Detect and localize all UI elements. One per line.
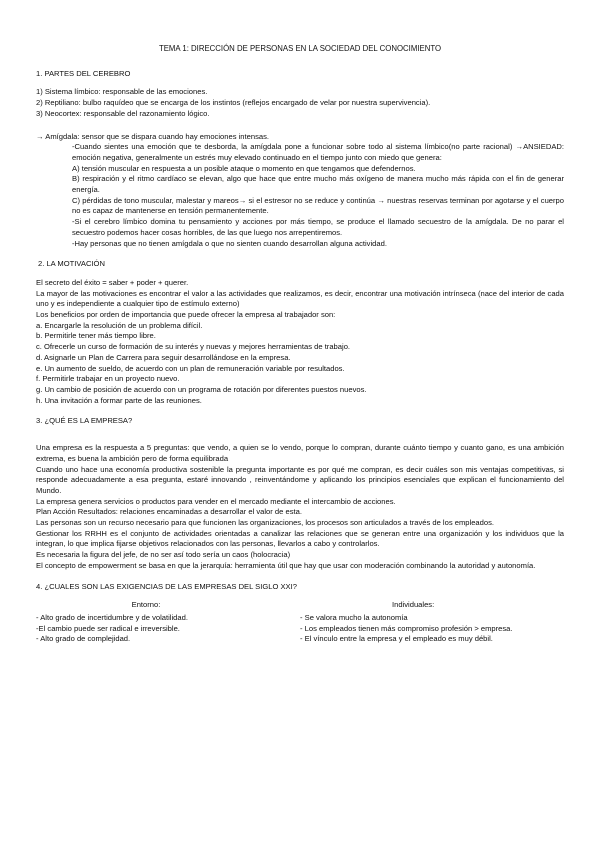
company-paragraph: La empresa genera servicios o productos para vender en el mercado mediante el intercambio de acciones. bbox=[36, 496, 396, 506]
amigdala-sub-4: C) pérdidas de tono muscular, malestar y mareos→ si el estresor no se reduce y continúa → nuestras reservas terminan por agotarse y el cuerpo no es capaz de mantenerse en tensión permanentemente. bbox=[72, 195, 564, 216]
document-title: TEMA 1: DIRECCIÓN DE PERSONAS EN LA SOCIEDAD DEL CONOCIMIENTO bbox=[158, 44, 442, 53]
company-paragraph: Plan Acción Resultados: relaciones encaminadas a desarrollar el valor de esta. bbox=[36, 507, 302, 517]
benefit-item: a. Encargarle la resolución de un problema difícil. bbox=[36, 320, 203, 330]
section-3-heading: 3. ¿QUÉ ES LA EMPRESA? bbox=[36, 416, 133, 426]
individual-item: - Los empleados tienen más compromiso profesión > empresa. bbox=[300, 623, 513, 633]
motivation-formula: El secreto del éxito = saber + poder + querer. bbox=[36, 277, 189, 287]
brain-part-2: 2) Reptiliano: bulbo raquídeo que se encarga de los instintos (reflejos encargado de velar por nuestra supervivencia). bbox=[36, 98, 431, 108]
brain-part-3: 3) Neocortex: responsable del razonamiento lógico. bbox=[36, 108, 210, 118]
benefit-item: h. Una invitación a formar parte de las reuniones. bbox=[36, 395, 202, 405]
individual-column bbox=[300, 600, 564, 645]
amigdala-sub-1: -Cuando sientes una emoción que te desborda, la amígdala pone a funcionar sobre todo al sistema límbico(no parte racional) →ANSIEDAD: emoción negativa, generalmente un estrés muy elevado continuado en el tiempo junto con miedo que genera: bbox=[72, 142, 564, 162]
company-paragraph: Las personas son un recurso necesario para que funcionen las organizaciones, los procesos son articulados a través de los empleados. bbox=[36, 518, 495, 528]
environment-column bbox=[36, 600, 300, 645]
benefit-item: e. Un aumento de sueldo, de acuerdo con un plan de remuneración variable por resultados. bbox=[36, 363, 345, 373]
company-paragraph: Es necesaria la figura del jefe, de no ser así todo sería un caos (holocracia) bbox=[36, 550, 291, 560]
company-paragraph: Una empresa es la respuesta a 5 preguntas: que vendo, a quien se lo vendo, porque lo compran, durante cuánto tiempo y cuanto gano, es una ambición extrema, es buena la ambición pero de forma equilibrada bbox=[36, 443, 564, 463]
benefit-item: b. Permitirle tener más tiempo libre. bbox=[36, 331, 156, 341]
environment-heading: Entorno: bbox=[131, 600, 161, 610]
motivation-paragraph: La mayor de las motivaciones es encontrar el valor a las actividades que realizamos, es decir, encontrar una motivación intrínseca (nace del interior de cada uno y es independiente a cualquier tipo de estímulo externo) bbox=[36, 288, 564, 309]
environment-item: - Alto grado de complejidad. bbox=[36, 634, 131, 644]
benefit-item: g. Un cambio de posición de acuerdo con un programa de rotación por diferentes puestos nuevos. bbox=[36, 384, 367, 394]
requirements-columns bbox=[36, 600, 564, 645]
environment-item: -El cambio puede ser radical e irreversible. bbox=[36, 623, 180, 633]
amigdala-sub-5: -Si el cerebro límbico domina tu pensamiento y acciones por más tiempo, se produce el llamado secuestro de la amígdala. De no parar el secuestro podemos hacer cosas horribles, de las que luego nos arrepentiremos. bbox=[72, 217, 564, 237]
benefit-item: c. Ofrecerle un curso de formación de su interés y nuevas y mejores herramientas de trabajo. bbox=[36, 342, 351, 352]
individual-item: - Se valora mucho la autonomía bbox=[300, 612, 408, 622]
section-2-heading: 2. LA MOTIVACIÓN bbox=[38, 259, 105, 269]
individual-heading: Individuales: bbox=[392, 600, 435, 610]
section-1-heading: 1. PARTES DEL CEREBRO bbox=[36, 68, 131, 78]
company-paragraph: El concepto de empowerment se basa en que la jerarquía: herramienta útil que hay que usar con moderación combinando la autoridad y autonomía. bbox=[36, 560, 536, 570]
amigdala-sub-6: -Hay personas que no tienen amígdala o que no sienten cuando desarrollan alguna actividad. bbox=[72, 238, 387, 248]
amigdala-sub-3: B) respiración y el ritmo cardíaco se elevan, algo que hace que entre mucho más oxígeno de manera mucho más rápida con el fin de generar energía. bbox=[72, 174, 564, 195]
section-4-heading: 4. ¿CUALES SON LAS EXIGENCIAS DE LAS EMPRESAS DEL SIGLO XXI? bbox=[36, 581, 297, 591]
environment-item: - Alto grado de incertidumbre y de volatilidad. bbox=[36, 612, 188, 622]
amigdala-sub-2: A) tensión muscular en respuesta a un posible ataque o momento en que tengamos que defendernos. bbox=[72, 163, 416, 173]
benefit-item: d. Asignarle un Plan de Carrera para seguir desarrollándose en la empresa. bbox=[36, 352, 291, 362]
amigdala-line: → Amígdala: sensor que se dispara cuando hay emociones intensas. bbox=[36, 131, 270, 141]
document-page bbox=[36, 44, 564, 645]
individual-item: - El vínculo entre la empresa y el empleado es muy débil. bbox=[300, 634, 493, 644]
company-paragraph: Cuando uno hace una economía productiva sostenible la pregunta importante es por qué me compran, es decir cuáles son mis ventajas competitivas, si responde adecuadamente a esa pregunta, estaré innovando , reinventándome y aplicando los principios esenciales que explican el funcionamiento del Mundo. bbox=[36, 464, 564, 495]
benefits-intro: Los beneficios por orden de importancia que puede ofrecer la empresa al trabajador son: bbox=[36, 310, 336, 320]
brain-part-1: 1) Sistema límbico: responsable de las emociones. bbox=[36, 87, 208, 97]
benefit-item: f. Permitirle trabajar en un proyecto nuevo. bbox=[36, 374, 180, 384]
company-paragraph: Gestionar los RRHH es el conjunto de actividades orientadas a canalizar las relaciones que se generan entre una organización y los individuos que la integran, lo que implica fijarse objetivos relacionados con las personas, llevarlos a cabo y controlarlos. bbox=[36, 528, 564, 549]
